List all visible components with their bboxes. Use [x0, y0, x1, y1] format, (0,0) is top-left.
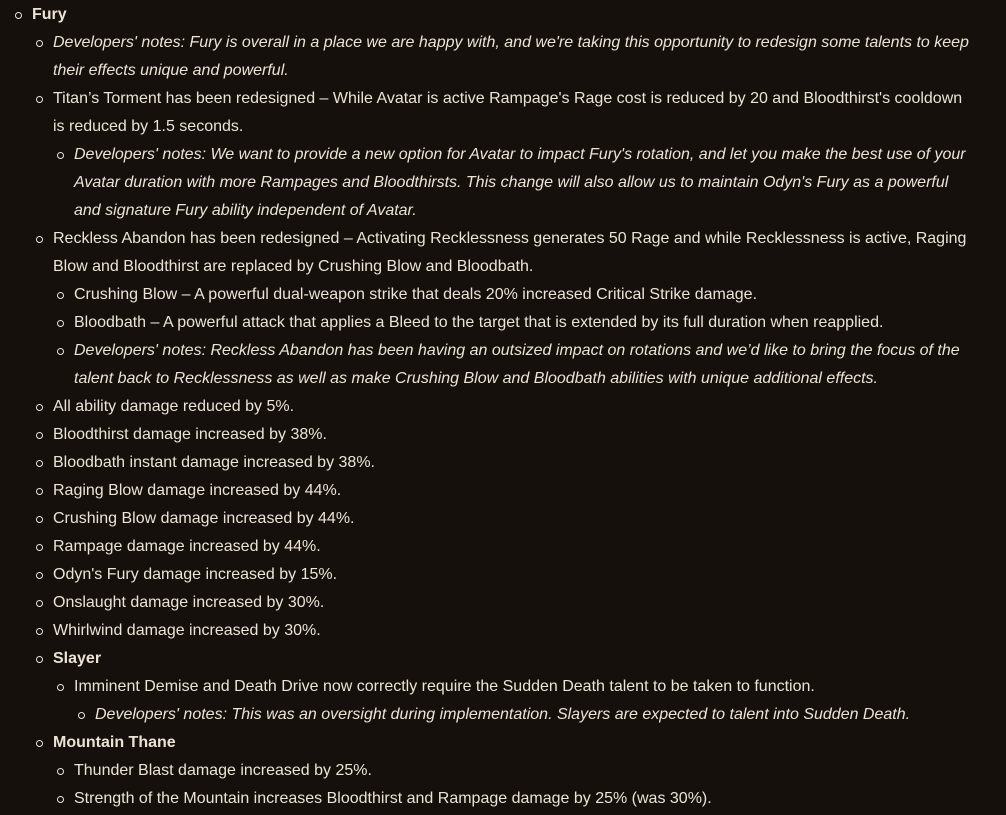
- list-item: [0, 561, 1006, 589]
- bullet-circle-icon: [36, 432, 43, 439]
- bullet-circle-icon: [36, 600, 43, 607]
- bullet-circle-icon: [36, 236, 43, 243]
- list-item: [0, 309, 1006, 337]
- developer-note: [0, 29, 1006, 85]
- list-item: [0, 505, 1006, 533]
- list-item: [0, 757, 1006, 785]
- list-item: [0, 589, 1006, 617]
- item-text: Developers' notes: This was an oversight during implementation. Slayers are expected to talent into Sudden Death.: [95, 706, 911, 723]
- bullet-circle-icon: [57, 684, 64, 691]
- item-text: Developers' notes: Reckless Abandon has been having an outsized impact on rotations and we’d like to bring the focus of the talent back to Recklessness as well as make Crushing Blow and Bloodbath abilities with unique additional effects.: [74, 342, 960, 387]
- bullet-circle-icon: [57, 320, 64, 327]
- section-heading: [0, 1, 1006, 29]
- list-item: [0, 85, 1006, 141]
- bullet-circle-icon: [78, 712, 85, 719]
- item-text: Whirlwind damage increased by 30%.: [53, 622, 321, 639]
- item-text: All ability damage reduced by 5%.: [53, 398, 295, 415]
- bullet-circle-icon: [36, 460, 43, 467]
- bullet-circle-icon: [36, 516, 43, 523]
- list-item: [0, 533, 1006, 561]
- item-text: Bloodthirst damage increased by 38%.: [53, 426, 327, 443]
- item-text: Titan’s Torment has been redesigned – While Avatar is active Rampage's Rage cost is reduced by 20 and Bloodthirst's cooldown is reduced by 1.5 seconds.: [53, 90, 963, 135]
- item-text: Crushing Blow damage increased by 44%.: [53, 510, 355, 527]
- bullet-circle-icon: [36, 572, 43, 579]
- bullet-circle-icon: [36, 96, 43, 103]
- item-text: Developers' notes: We want to provide a new option for Avatar to impact Fury's rotation, and let you make the best use of your Avatar duration with more Rampages and Bloodthirsts. This change will also allow us to maintain Odyn's Fury as a powerful and signature Fury ability independent of Avatar.: [74, 146, 966, 219]
- item-text: Onslaught damage increased by 30%.: [53, 594, 325, 611]
- item-text: Imminent Demise and Death Drive now correctly require the Sudden Death talent to be taken to function.: [74, 678, 815, 695]
- item-text: Slayer: [53, 650, 102, 667]
- item-text: Crushing Blow – A powerful dual-weapon strike that deals 20% increased Critical Strike damage.: [74, 286, 758, 303]
- bullet-circle-icon: [36, 656, 43, 663]
- item-text: Mountain Thane: [53, 734, 176, 751]
- developer-note: [0, 337, 1006, 393]
- section-heading: [0, 645, 1006, 673]
- bullet-circle-icon: [57, 292, 64, 299]
- bullet-circle-icon: [15, 12, 22, 19]
- bullet-circle-icon: [57, 348, 64, 355]
- developer-note: [0, 141, 1006, 225]
- bullet-circle-icon: [36, 488, 43, 495]
- item-text: Bloodbath instant damage increased by 38%.: [53, 454, 375, 471]
- item-text: Bloodbath – A powerful attack that applies a Bleed to the target that is extended by its full duration when reapplied.: [74, 314, 884, 331]
- list-item: [0, 393, 1006, 421]
- item-text: Fury: [32, 6, 67, 23]
- item-text: Raging Blow damage increased by 44%.: [53, 482, 342, 499]
- item-text: Developers' notes: Fury is overall in a place we are happy with, and we're taking this opportunity to redesign some talents to keep their effects unique and powerful.: [53, 34, 969, 79]
- item-text: Rampage damage increased by 44%.: [53, 538, 321, 555]
- developer-note: [0, 701, 1006, 729]
- list-item: [0, 673, 1006, 701]
- bullet-circle-icon: [36, 740, 43, 747]
- list-item: [0, 617, 1006, 645]
- section-heading: [0, 729, 1006, 757]
- list-item: [0, 785, 1006, 813]
- item-text: Odyn's Fury damage increased by 15%.: [53, 566, 338, 583]
- list-item: [0, 281, 1006, 309]
- bullet-circle-icon: [36, 628, 43, 635]
- item-text: Reckless Abandon has been redesigned – Activating Recklessness generates 50 Rage and while Recklessness is active, Raging Blow and Bloodthirst are replaced by Crushing Blow and Bloodbath.: [53, 230, 967, 275]
- list-item: [0, 421, 1006, 449]
- bullet-circle-icon: [36, 40, 43, 47]
- list-item: [0, 225, 1006, 281]
- bullet-circle-icon: [36, 404, 43, 411]
- item-text: Strength of the Mountain increases Bloodthirst and Rampage damage by 25% (was 30%).: [74, 790, 712, 807]
- item-text: Thunder Blast damage increased by 25%.: [74, 762, 372, 779]
- bullet-circle-icon: [57, 768, 64, 775]
- bullet-circle-icon: [57, 152, 64, 159]
- bullet-circle-icon: [36, 544, 43, 551]
- list-item: [0, 477, 1006, 505]
- bullet-circle-icon: [57, 796, 64, 803]
- list-item: [0, 449, 1006, 477]
